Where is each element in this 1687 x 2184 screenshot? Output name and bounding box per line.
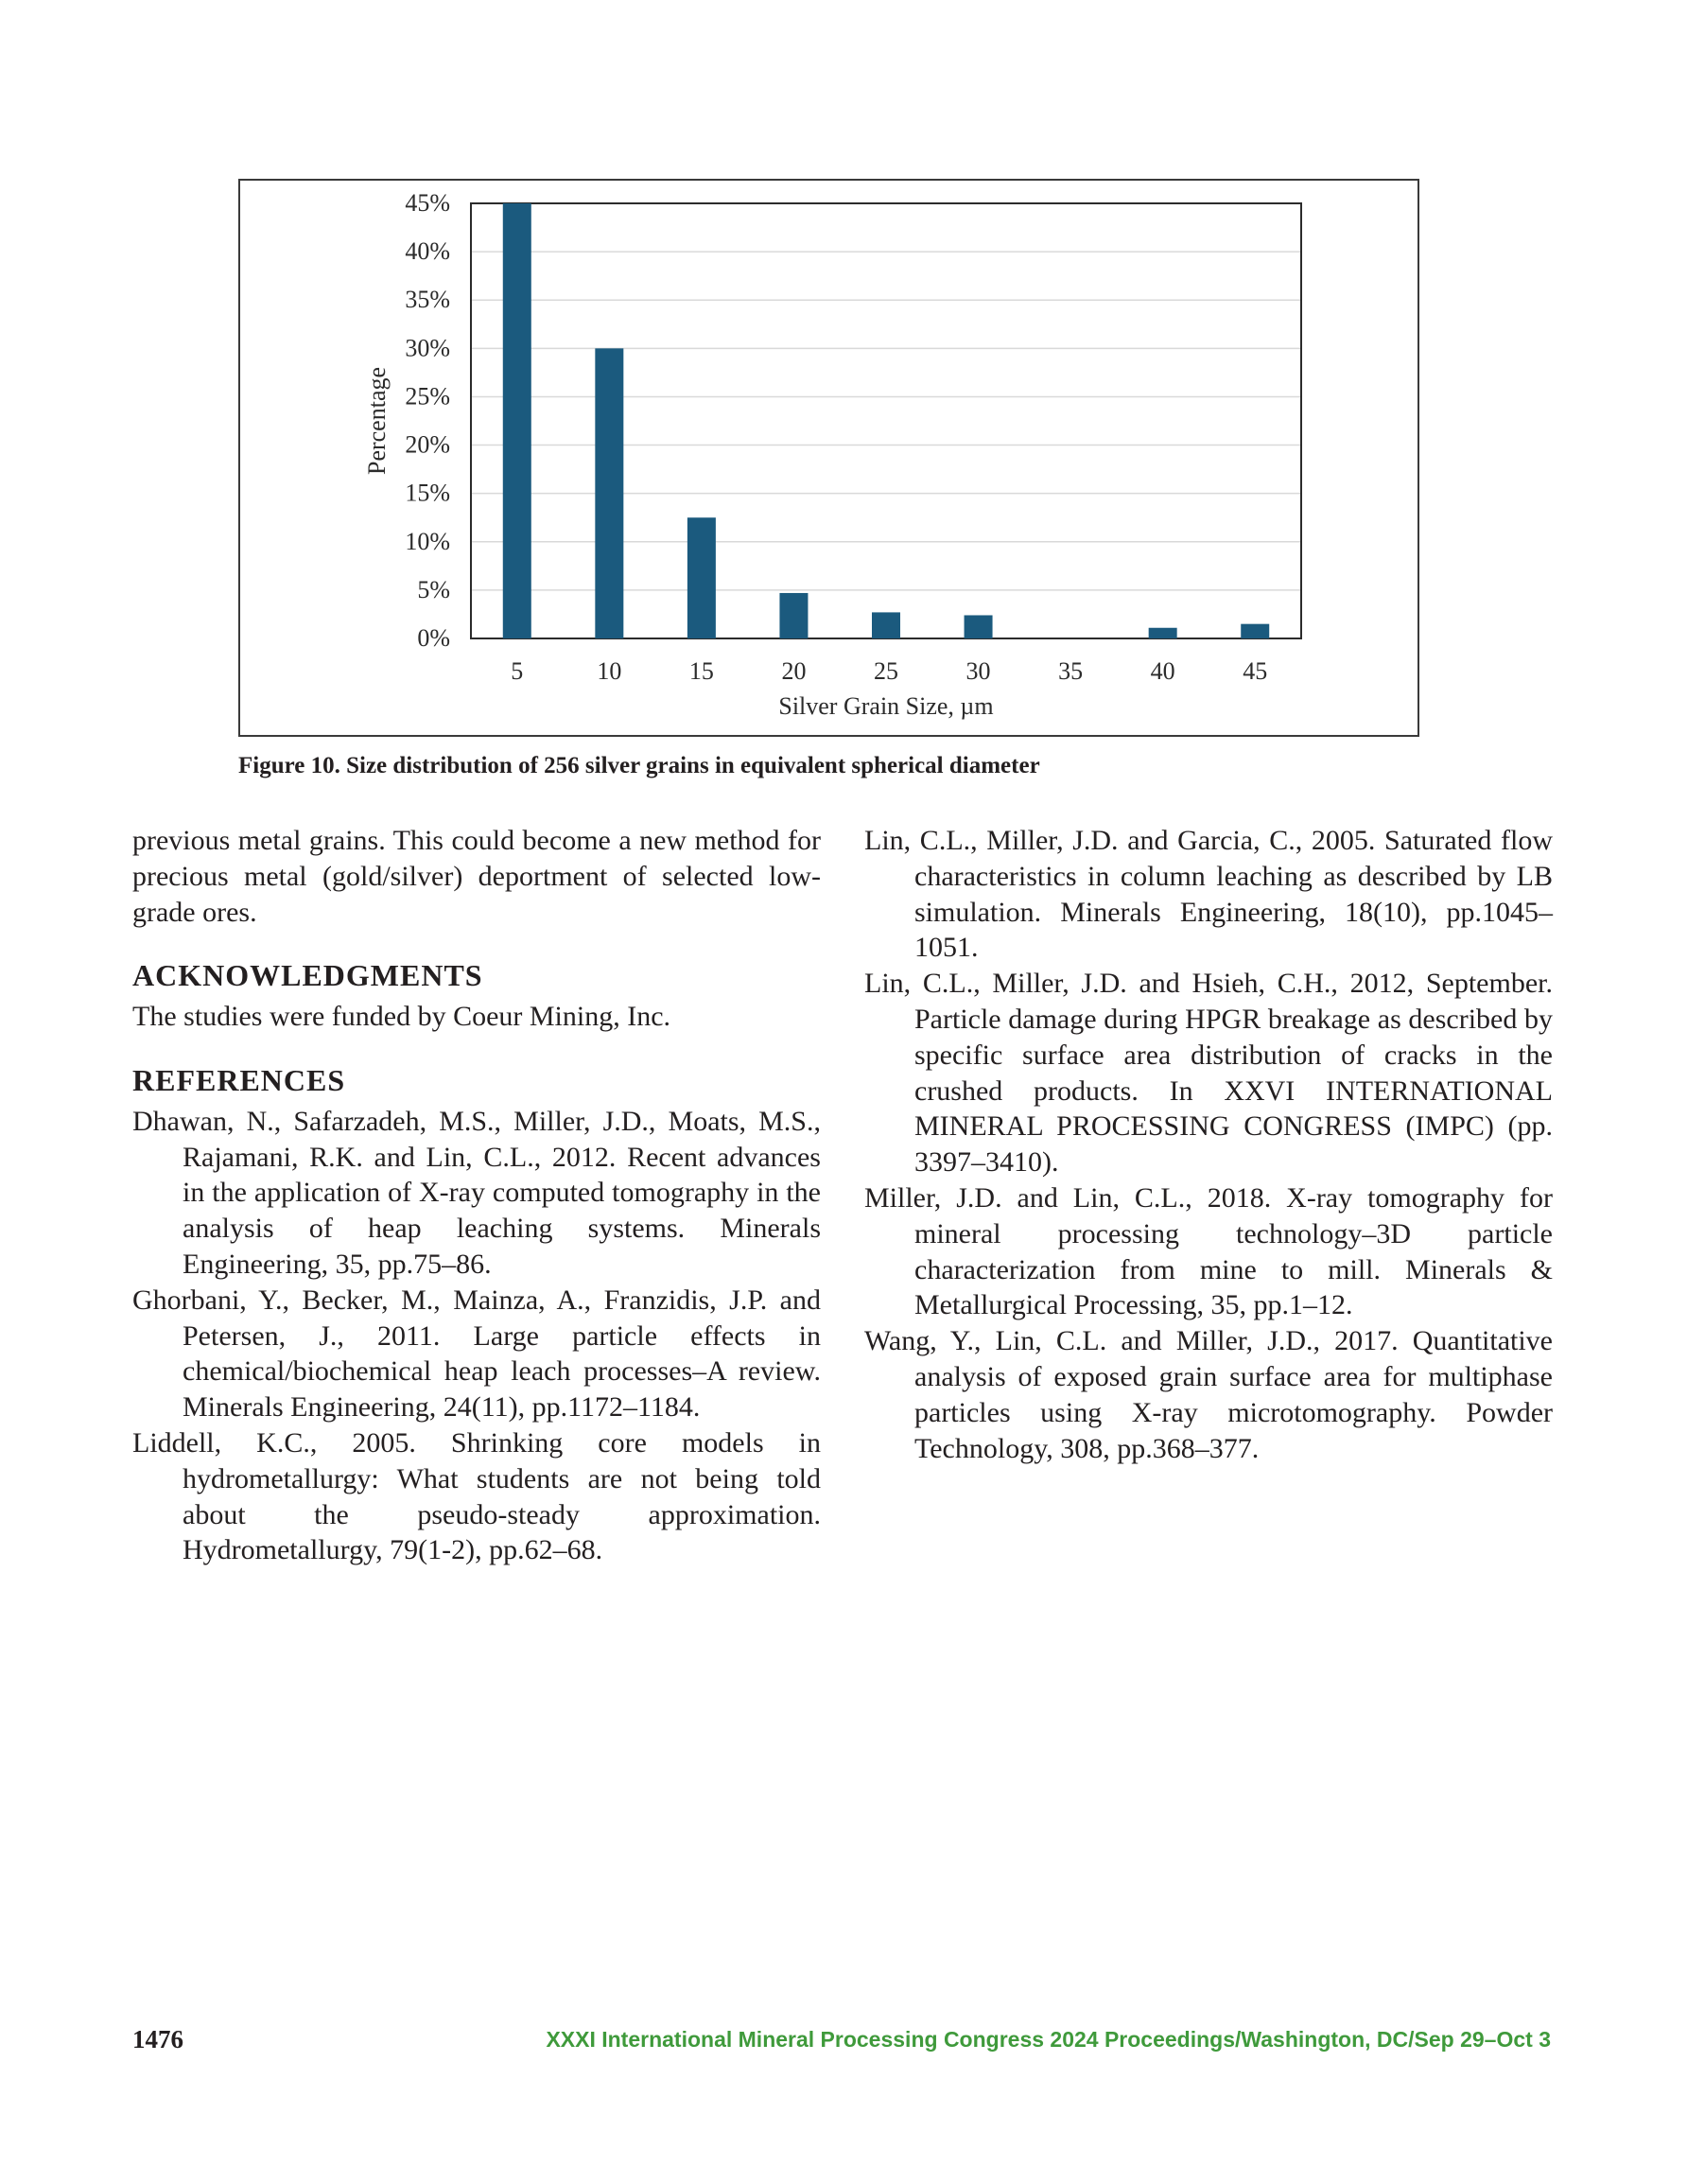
y-tick-label: 40% — [405, 237, 450, 266]
x-tick-label: 25 — [874, 657, 898, 685]
y-tick-label: 35% — [405, 286, 450, 314]
reference-item: Wang, Y., Lin, C.L. and Miller, J.D., 2017. Quantitative analysis of exposed grain surface area for multiphase particles using X-ray microtomography. Powder Technology, 308, pp.368–377. — [864, 1325, 1553, 1464]
page-number: 1476 — [132, 2025, 183, 2053]
reference-item: Miller, J.D. and Lin, C.L., 2018. X-ray tomography for mineral processing technology–3D particle characterization from mine to mill. Minerals & Metallurgical Processing, 35, pp.1–12. — [864, 1181, 1553, 1321]
y-tick-label: 5% — [417, 575, 450, 603]
acknowledgments-text: The studies were funded by Coeur Mining, Inc. — [132, 1001, 671, 1033]
x-axis-label: Silver Grain Size, µm — [778, 692, 994, 720]
bar — [503, 203, 531, 638]
bar — [779, 593, 808, 638]
figure-frame — [238, 179, 1419, 737]
x-tick-label: 10 — [597, 657, 622, 685]
reference-item: Ghorbani, Y., Becker, M., Mainza, A., Franzidis, J.P. and Petersen, J., 2011. Large particle effects in chemical/biochemical heap leach processes–A review. Minerals Engineering, 24(11), pp.1172–1184. — [132, 1284, 821, 1424]
intro-paragraph: previous metal grains. This could become a new method for precious metal (gold/silver) deportment of selected low-grade ores. — [132, 825, 821, 928]
reference-item: Lin, C.L., Miller, J.D. and Hsieh, C.H., 2012, September. Particle damage during HPGR breakage as described by specific surface area distribution of cracks in the crushed products. In XXVI INTERNATIONAL MINERAL PROCESSING CONGRESS (IMPC) (pp. 3397–3410). — [864, 968, 1553, 1179]
x-tick-label: 35 — [1058, 657, 1084, 685]
y-tick-label: 45% — [405, 189, 450, 217]
bar-chart — [240, 181, 1417, 735]
x-tick-label: 15 — [688, 657, 714, 685]
bar — [1241, 624, 1269, 638]
x-tick-label: 5 — [511, 657, 524, 685]
conference-footer: XXXI International Mineral Processing Congress 2024 Proceedings/Washington, DC/Sep 29–Oct 3 — [546, 2027, 1551, 2052]
bar — [1149, 628, 1177, 638]
reference-item: Lin, C.L., Miller, J.D. and Garcia, C., 2005. Saturated flow characteristics in column leaching as described by LB simulation. Minerals Engineering, 18(10), pp.1045–1051. — [864, 825, 1553, 964]
references-heading: REFERENCES — [132, 1062, 346, 1097]
y-axis-label: Percentage — [363, 366, 391, 476]
figure-caption: Figure 10. Size distribution of 256 silver grains in equivalent spherical diameter — [238, 753, 1040, 778]
y-tick-label: 20% — [405, 430, 450, 459]
right-column — [864, 823, 1553, 1466]
reference-item: Liddell, K.C., 2005. Shrinking core models in hydrometallurgy: What students are not being told about the pseudo-steady approximation. Hydrometallurgy, 79(1-2), pp.62–68. — [132, 1426, 821, 1566]
y-tick-label: 0% — [417, 624, 450, 652]
y-tick-label: 30% — [405, 334, 450, 362]
bar — [595, 348, 623, 638]
bar — [687, 517, 716, 638]
reference-item: Dhawan, N., Safarzadeh, M.S., Miller, J.D., Moats, M.S., Rajamani, R.K. and Lin, C.L., 2012. Recent advances in the application of X-ray computed tomography in the analysis of heap leaching systems. Minerals Engineering, 35, pp.75–86. — [132, 1105, 821, 1280]
y-tick-label: 15% — [405, 479, 450, 507]
x-tick-label: 40 — [1150, 657, 1175, 685]
left-column — [132, 823, 821, 1568]
y-tick-label: 25% — [405, 382, 450, 411]
acknowledgments-heading: ACKNOWLEDGMENTS — [132, 958, 483, 993]
x-tick-label: 20 — [781, 657, 807, 685]
bar — [965, 615, 993, 638]
y-tick-label: 10% — [405, 527, 450, 555]
bar — [872, 612, 900, 638]
x-tick-label: 30 — [965, 657, 991, 685]
x-tick-label: 45 — [1243, 657, 1268, 685]
